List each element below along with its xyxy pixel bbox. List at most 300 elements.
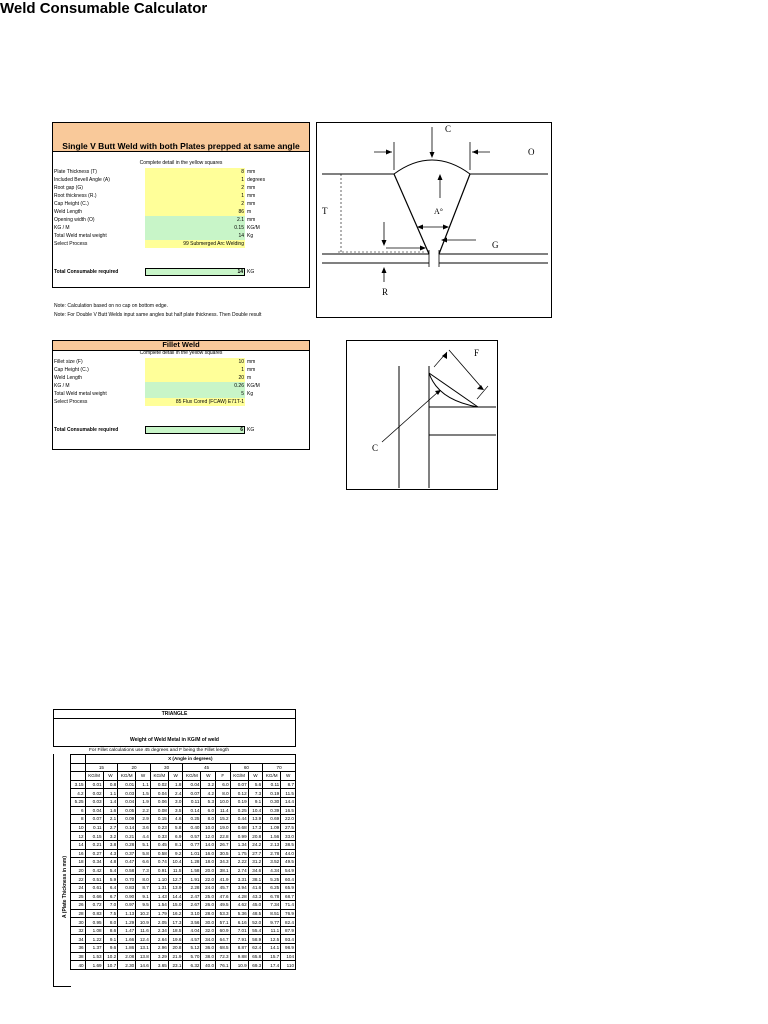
table-cell: 1.5 [136, 789, 151, 798]
table-cell: 3.52 [263, 858, 281, 867]
table-cell: 22.0 [281, 815, 296, 824]
table-cell: 0.45 [150, 840, 168, 849]
butt-field-value[interactable]: 2 [145, 184, 245, 192]
fillet-total-label: Total Consumable required [54, 427, 119, 433]
table-cell: 1.58 [183, 866, 201, 875]
table-cell: 6.4 [103, 883, 118, 892]
table-cell: 58.9 [248, 935, 263, 944]
table-cell: 2.7 [103, 823, 118, 832]
fillet-field-value[interactable]: 20 [145, 374, 245, 382]
table-cell: 1.9 [136, 797, 151, 806]
table-cell: 1.34 [230, 840, 248, 849]
fillet-field-label: Cap Height (C.) [54, 367, 89, 373]
table-cell: 0.99 [230, 832, 248, 841]
column-header: F [216, 772, 231, 781]
table-cell: 11.1 [263, 926, 281, 935]
table-cell: 45.7 [216, 883, 231, 892]
table-cell: 6.32 [183, 961, 201, 970]
table-cell: 8.7 [281, 780, 296, 789]
table-cell: 0.39 [263, 806, 281, 815]
table-cell: 5.4 [103, 866, 118, 875]
x-axis-label: X (Angle in degrees) [85, 755, 295, 764]
table-cell: 3.15 [71, 780, 86, 789]
table-cell: 0.91 [150, 866, 168, 875]
fillet-field-unit: Kg [247, 391, 254, 397]
butt-field-value: 14 [145, 232, 245, 240]
butt-field-unit: KG/M [247, 225, 260, 231]
table-cell: 3.31 [230, 875, 248, 884]
table-row [71, 815, 296, 824]
table-cell: 43.3 [248, 892, 263, 901]
table-cell: 41.6 [248, 883, 263, 892]
table-cell: 0.14 [183, 806, 201, 815]
table-cell: 2.64 [150, 935, 168, 944]
table-cell: 0.28 [118, 840, 136, 849]
butt-field-label: Root thickness (R.) [54, 193, 97, 199]
table-cell: 7.0 [103, 901, 118, 910]
table-cell: 65.8 [248, 952, 263, 961]
table-cell: 13.8 [136, 952, 151, 961]
table-cell: 0.21 [118, 832, 136, 841]
table-cell: 71.4 [281, 901, 296, 910]
table-cell: 0.40 [183, 823, 201, 832]
table-cell: 0.05 [118, 806, 136, 815]
fillet-field-unit: KG/M [247, 383, 260, 389]
table-row [71, 892, 296, 901]
table-cell: 3.2 [103, 832, 118, 841]
table-cell: 13.9 [248, 815, 263, 824]
table-cell: 110 [281, 961, 296, 970]
table-cell [71, 772, 86, 781]
fillet-field-value[interactable]: 85 Flux Cored (FCAW) E71T-1 [145, 398, 245, 406]
table-cell: 14.6 [136, 961, 151, 970]
table-cell: 2.4 [168, 789, 183, 798]
table-cell: 60.9 [216, 926, 231, 935]
butt-label-c: C [445, 124, 452, 134]
fillet-field-row [53, 390, 309, 398]
table-cell: 41.9 [216, 875, 231, 884]
butt-field-value[interactable]: 1 [145, 176, 245, 184]
table-cell: 0.83 [118, 883, 136, 892]
table-cell: 0.25 [230, 806, 248, 815]
butt-field-unit: degrees [247, 177, 266, 183]
table-cell: 1.29 [118, 918, 136, 927]
table-cell: 1.47 [118, 926, 136, 935]
table-cell: 0.21 [85, 840, 103, 849]
butt-label-g: G [492, 240, 499, 250]
table-cell: 4.57 [183, 935, 201, 944]
table-row [71, 901, 296, 910]
table-cell: 62.4 [248, 944, 263, 953]
table-cell: 2.05 [150, 918, 168, 927]
table-cell: 8.0 [103, 918, 118, 927]
table-cell: 17.3 [168, 918, 183, 927]
butt-total-value: 14 [145, 268, 245, 276]
table-cell: 0.09 [118, 815, 136, 824]
table-cell: 11.5 [168, 866, 183, 875]
fillet-field-value: 0.26 [145, 382, 245, 390]
table-cell: 11.6 [136, 926, 151, 935]
butt-field-row [53, 216, 309, 224]
butt-field-value[interactable]: 99 Submerged Arc Welding [145, 240, 245, 248]
column-header: W [168, 772, 183, 781]
table-cell: 14.4 [168, 892, 183, 901]
table-cell: 0.77 [183, 840, 201, 849]
fillet-weld-heading: Fillet Weld [53, 341, 309, 351]
table-cell: 0.03 [85, 797, 103, 806]
table-cell: 0.30 [263, 797, 281, 806]
table-cell: 2.78 [263, 849, 281, 858]
table-cell: 0.02 [150, 780, 168, 789]
table-row [71, 866, 296, 875]
table-cell: 7.3 [248, 789, 263, 798]
table-cell: 49.5 [281, 858, 296, 867]
table-cell: 28 [71, 909, 86, 918]
butt-field-row [53, 224, 309, 232]
table-cell: 5.3 [201, 797, 216, 806]
column-header: W [136, 772, 151, 781]
table-cell: 3.29 [150, 952, 168, 961]
column-header: KG/M [230, 772, 248, 781]
butt-field-value: 0.15 [145, 224, 245, 232]
table-cell: 0.51 [85, 875, 103, 884]
table-cell: 5.8 [136, 849, 151, 858]
table-cell: 0.14 [118, 823, 136, 832]
table-cell: 1.6 [103, 806, 118, 815]
table-cell: 3.94 [230, 883, 248, 892]
table-cell: 8.1 [168, 840, 183, 849]
angle-header: 60 [230, 763, 263, 772]
table-cell: 4.04 [183, 926, 201, 935]
table-cell: 4.6 [168, 815, 183, 824]
table-cell: 7.3 [136, 866, 151, 875]
table-cell: 14.4 [281, 797, 296, 806]
table-cell: 0.69 [263, 815, 281, 824]
table-cell: 13.9 [168, 883, 183, 892]
table-cell: 6.0 [216, 780, 231, 789]
table-cell: 1.28 [183, 858, 201, 867]
butt-total-label: Total Consumable required [54, 269, 119, 275]
table-cell: 1.79 [150, 909, 168, 918]
table-cell: 5.70 [183, 952, 201, 961]
table-cell: 0.83 [85, 909, 103, 918]
table-cell: 0.74 [150, 858, 168, 867]
table-row [71, 952, 296, 961]
table-cell: 0.95 [85, 918, 103, 927]
butt-field-row [53, 200, 309, 208]
table-cell: 20.8 [168, 944, 183, 953]
table-cell: 1.56 [263, 832, 281, 841]
fillet-field-label: Total Weld metal weight [54, 391, 107, 397]
table-cell: 2.74 [230, 866, 248, 875]
angle-header: 30 [150, 763, 183, 772]
column-header: KG/M [263, 772, 281, 781]
butt-field-row [53, 176, 309, 184]
table-cell: 18 [71, 858, 86, 867]
table-cell: 68.7 [281, 892, 296, 901]
butt-field-value[interactable]: 2 [145, 200, 245, 208]
table-cell: 1.08 [85, 926, 103, 935]
table-cell: 8.87 [230, 944, 248, 953]
fillet-field-value: 5 [145, 390, 245, 398]
table-row [71, 918, 296, 927]
table-cell: 9.88 [230, 952, 248, 961]
table-cell: 8.0 [216, 789, 231, 798]
fillet-label-f: F [474, 348, 480, 358]
butt-weld-panel [52, 122, 310, 288]
table-cell: 1.75 [230, 849, 248, 858]
table-cell: 9.1 [103, 935, 118, 944]
table-cell: 104 [281, 952, 296, 961]
table-cell: 19.6 [168, 935, 183, 944]
table-cell: 17.4 [263, 961, 281, 970]
butt-field-row [53, 168, 309, 176]
butt-field-label: Total Weld metal weight [54, 233, 107, 239]
table-cell: 0.34 [85, 858, 103, 867]
table-cell: 0.08 [150, 806, 168, 815]
table-row [71, 806, 296, 815]
weight-table-subtitle: For Fillet calculations use 45 degrees and F being the Fillet length [89, 748, 229, 753]
table-cell: 93.4 [281, 935, 296, 944]
table-cell: 2.28 [183, 883, 201, 892]
table-cell: 0.70 [118, 875, 136, 884]
table-cell: 55.4 [248, 926, 263, 935]
table-cell: 3.56 [183, 918, 201, 927]
table-cell: 22 [71, 875, 86, 884]
column-header: W [248, 772, 263, 781]
table-cell: 10.0 [201, 823, 216, 832]
table-cell: 34.6 [248, 866, 263, 875]
table-cell: 54.9 [281, 866, 296, 875]
table-cell: 2.47 [183, 892, 201, 901]
table-cell: 30 [71, 918, 86, 927]
table-cell: 0.37 [118, 849, 136, 858]
butt-label-o: O [528, 147, 535, 157]
angle-header: 20 [118, 763, 151, 772]
column-header: KG/M [183, 772, 201, 781]
table-cell: 24.0 [201, 883, 216, 892]
table-cell: 24.2 [248, 840, 263, 849]
table-cell: 38.5 [281, 840, 296, 849]
table-cell: 10.9 [230, 961, 248, 970]
table-cell: 16.2 [168, 909, 183, 918]
angle-header: 45 [183, 763, 230, 772]
table-cell: 27.7 [248, 849, 263, 858]
table-cell: 6.78 [263, 892, 281, 901]
table-cell: 82.4 [281, 918, 296, 927]
table-cell: 17.3 [248, 823, 263, 832]
table-cell: 0.11 [85, 823, 103, 832]
table-cell: 4.62 [230, 901, 248, 910]
table-cell: 7.01 [230, 926, 248, 935]
column-header: W [103, 772, 118, 781]
table-cell: 26.0 [201, 901, 216, 910]
butt-field-unit: mm [247, 185, 256, 191]
table-cell: 33.0 [281, 832, 296, 841]
table-row [71, 875, 296, 884]
table-cell: 22.0 [201, 875, 216, 884]
butt-note-2: Note: For Double V Butt Welds input same angles but half plate thickness. Then Double result [54, 312, 262, 318]
table-cell: 10.7 [103, 961, 118, 970]
table-cell: 8 [71, 815, 86, 824]
butt-weld-diagram [316, 122, 552, 318]
table-cell: 0.04 [150, 789, 168, 798]
column-header: KG/M [118, 772, 136, 781]
table-cell: 1.1 [103, 789, 118, 798]
fillet-field-row [53, 398, 309, 406]
table-row [71, 909, 296, 918]
table-cell: 12.5 [263, 935, 281, 944]
table-cell: 0.11 [183, 797, 201, 806]
butt-total-unit: KG [247, 269, 255, 275]
table-row [71, 849, 296, 858]
table-header-row [71, 755, 296, 764]
table-cell: 16.5 [281, 806, 296, 815]
table-cell: 0.07 [183, 789, 201, 798]
butt-weld-heading: Single V Butt Weld with both Plates prepped at same angle [53, 123, 309, 152]
table-cell: 2.67 [183, 901, 201, 910]
table-cell: 38.1 [216, 866, 231, 875]
table-cell: 19.0 [216, 823, 231, 832]
table-cell: 0.90 [118, 892, 136, 901]
table-cell: 20 [71, 866, 86, 875]
table-header-row [71, 763, 296, 772]
table-row [71, 780, 296, 789]
fillet-field-label: Select Process [54, 399, 88, 405]
table-cell: 10.4 [168, 858, 183, 867]
table-cell: 3.6 [136, 823, 151, 832]
table-cell: 5.9 [103, 875, 118, 884]
table-cell: 9.1 [136, 892, 151, 901]
table-cell: 1.66 [118, 935, 136, 944]
table-header-row [71, 772, 296, 781]
table-cell: 0.12 [230, 789, 248, 798]
page-title: Weld Consumable Calculator [0, 0, 208, 17]
table-cell: 98.9 [281, 944, 296, 953]
table-cell: 7.34 [263, 901, 281, 910]
table-cell: 53.3 [216, 909, 231, 918]
table-cell: 0.68 [230, 823, 248, 832]
table-cell: 0.66 [85, 892, 103, 901]
table-cell: 3.5 [168, 806, 183, 815]
table-cell: 1.09 [263, 823, 281, 832]
fillet-field-label: Weld Length [54, 375, 82, 381]
table-cell: 44.0 [281, 849, 296, 858]
butt-field-value[interactable]: 86 [145, 208, 245, 216]
fillet-field-value[interactable]: 1 [145, 366, 245, 374]
table-cell: 20.0 [201, 866, 216, 875]
fillet-total-value: 6 [145, 426, 245, 434]
table-cell: 8.0 [136, 875, 151, 884]
column-header: KG/M [85, 772, 103, 781]
table-cell: 0.42 [85, 866, 103, 875]
butt-total-row [53, 268, 309, 276]
table-cell: 15.7 [263, 952, 281, 961]
table-cell: 0.58 [150, 849, 168, 858]
table-cell: 5.25 [71, 797, 86, 806]
table-cell: 0.04 [85, 806, 103, 815]
table-cell: 36.0 [201, 944, 216, 953]
butt-field-row [53, 232, 309, 240]
table-cell: 60.4 [281, 875, 296, 884]
angle-header: 15 [85, 763, 118, 772]
weight-table-title-box [53, 719, 296, 747]
table-cell: 10.2 [103, 952, 118, 961]
butt-field-label: Root gap (G) [54, 185, 83, 191]
table-cell: 3.2 [201, 780, 216, 789]
table-cell: 6.6 [136, 858, 151, 867]
butt-field-value[interactable]: 8 [145, 168, 245, 176]
butt-weld-instruction: Complete detail in the yellow squares [139, 160, 223, 166]
table-cell: 4.3 [103, 849, 118, 858]
table-cell: 57.1 [216, 918, 231, 927]
table-cell: 4.2 [71, 789, 86, 798]
table-cell: 5.12 [183, 944, 201, 953]
fillet-field-row [53, 358, 309, 366]
table-cell: 1.10 [150, 875, 168, 884]
weight-table [70, 754, 296, 970]
weight-table-heading: TRIANGLE [53, 709, 296, 719]
table-cell: 1.53 [85, 952, 103, 961]
table-cell: 2.13 [263, 840, 281, 849]
fillet-field-label: Fillet size (F) [54, 359, 83, 365]
table-cell: 76.9 [281, 909, 296, 918]
table-cell: 0.07 [230, 780, 248, 789]
table-cell: 65.9 [281, 883, 296, 892]
table-cell: 0.15 [85, 832, 103, 841]
fillet-field-unit: mm [247, 359, 256, 365]
table-cell: 12.7 [168, 875, 183, 884]
butt-field-row [53, 208, 309, 216]
table-cell: 0.15 [150, 815, 168, 824]
butt-field-value[interactable]: 1 [145, 192, 245, 200]
table-cell: 1.86 [118, 944, 136, 953]
table-cell: 2.96 [150, 944, 168, 953]
angle-header: 70 [263, 763, 296, 772]
table-cell: 38 [71, 952, 86, 961]
table-cell: 1.01 [183, 849, 201, 858]
table-cell: 0.02 [85, 789, 103, 798]
table-cell: 1.91 [183, 875, 201, 884]
table-cell: 1.22 [85, 935, 103, 944]
table-cell: 0.23 [150, 823, 168, 832]
table-cell: 7.91 [230, 935, 248, 944]
butt-field-label: Select Process [54, 241, 88, 247]
table-cell: 1.37 [85, 944, 103, 953]
table-cell: 0.44 [230, 815, 248, 824]
table-cell: 1.54 [150, 901, 168, 910]
table-cell: 27.5 [281, 823, 296, 832]
table-cell: 4.34 [263, 866, 281, 875]
table-cell: 0.33 [150, 832, 168, 841]
table-cell: 1.1 [136, 780, 151, 789]
fillet-field-row [53, 382, 309, 390]
table-cell: 18.5 [168, 926, 183, 935]
table-cell: 0.58 [118, 866, 136, 875]
fillet-field-value[interactable]: 10 [145, 358, 245, 366]
fillet-field-label: KG / M [54, 383, 70, 389]
weight-table-title: Weight of Weld Metal in KG/M of weld [130, 737, 219, 743]
table-cell: 14.1 [263, 944, 281, 953]
table-cell: 0.27 [85, 849, 103, 858]
table-cell: 2.22 [230, 858, 248, 867]
butt-field-label: KG / M [54, 225, 70, 231]
table-cell: 12.4 [136, 935, 151, 944]
table-cell: 32 [71, 926, 86, 935]
table-cell: 0.11 [263, 780, 281, 789]
table-cell: 20.8 [248, 832, 263, 841]
table-cell: 0.72 [85, 901, 103, 910]
